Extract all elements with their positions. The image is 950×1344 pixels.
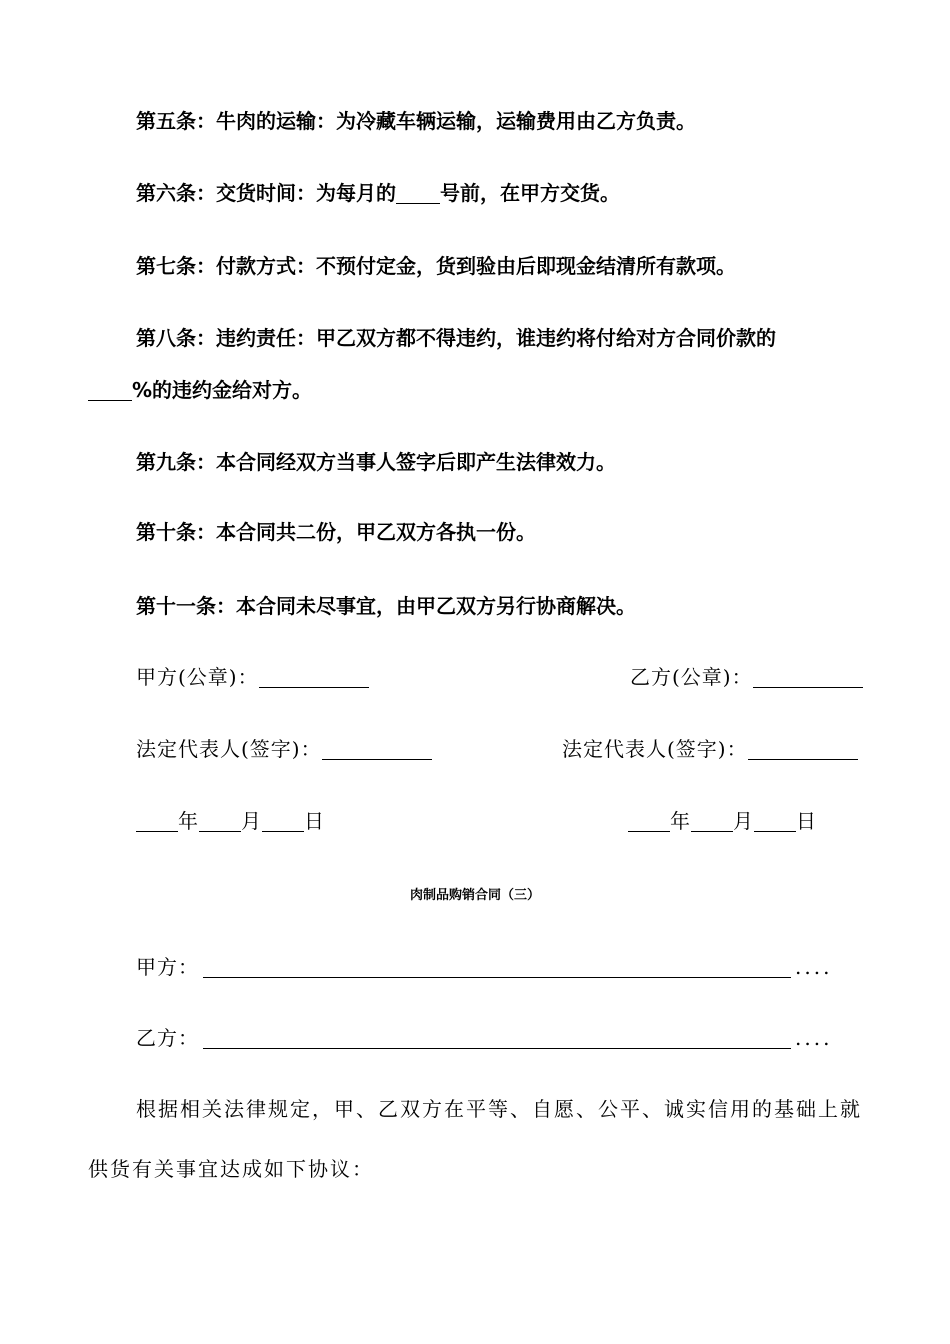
rep-a	[136, 735, 432, 763]
contract3-party-b-label: 乙方：	[136, 1026, 199, 1050]
article-6-prefix: 第六条：交货时间：为每月的	[136, 181, 396, 205]
rep-b	[562, 735, 858, 763]
contract3-party-b	[136, 1024, 832, 1052]
rep-a-label: 法定代表人(签字)：	[136, 737, 322, 761]
rep-a-field[interactable]	[322, 739, 432, 760]
date-a	[136, 807, 325, 835]
month-label: 月	[241, 809, 262, 833]
day-label: 日	[304, 809, 325, 833]
blank-day[interactable]	[396, 183, 440, 204]
contract3-party-a-label: 甲方：	[136, 955, 199, 979]
dots: ....	[795, 955, 833, 979]
contract3-intro-paragraph: 根据相关法律规定，甲、乙双方在平等、自愿、公平、诚实信用的基础上就供货有关事宜达成如下协议：	[88, 1097, 862, 1181]
article-7: 第七条：付款方式：不预付定金，货到验由后即现金结清所有款项。	[136, 254, 736, 278]
party-b-seal-field[interactable]	[753, 667, 863, 688]
article-8-line-1: 第八条：违约责任：甲乙双方都不得违约，谁违约将付给对方合同价款的	[136, 326, 776, 350]
date-b	[628, 807, 817, 835]
date-a-year-field[interactable]	[136, 811, 178, 832]
rep-b-label: 法定代表人(签字)：	[562, 737, 748, 761]
blank-percent[interactable]	[88, 380, 132, 401]
month-label: 月	[733, 809, 754, 833]
contract3-party-b-field[interactable]	[203, 1028, 791, 1049]
year-label: 年	[178, 809, 199, 833]
article-6-suffix: 号前，在甲方交货。	[440, 181, 620, 205]
section-title: 肉制品购销合同（三）	[409, 888, 540, 903]
article-11: 第十一条：本合同未尽事宜，由甲乙双方另行协商解决。	[136, 594, 636, 618]
party-a-seal	[136, 663, 369, 691]
rep-b-field[interactable]	[748, 739, 858, 760]
date-a-day-field[interactable]	[262, 811, 304, 832]
article-8-line-2	[88, 376, 312, 404]
day-label: 日	[796, 809, 817, 833]
article-5: 第五条：牛肉的运输：为冷藏车辆运输，运输费用由乙方负责。	[136, 109, 696, 133]
dots: ....	[795, 1026, 833, 1050]
date-b-year-field[interactable]	[628, 811, 670, 832]
party-a-seal-label: 甲方(公章)：	[136, 665, 259, 689]
date-a-month-field[interactable]	[199, 811, 241, 832]
party-b-seal	[630, 663, 863, 691]
party-a-seal-field[interactable]	[259, 667, 369, 688]
party-b-seal-label: 乙方(公章)：	[630, 665, 753, 689]
article-10: 第十条：本合同共二份，甲乙双方各执一份。	[136, 520, 536, 544]
contract3-party-a-field[interactable]	[203, 957, 791, 978]
article-8-suffix: %的违约金给对方。	[132, 378, 313, 402]
date-b-day-field[interactable]	[754, 811, 796, 832]
article-9: 第九条：本合同经双方当事人签字后即产生法律效力。	[136, 450, 616, 474]
contract3-party-a	[136, 953, 832, 981]
article-6	[136, 179, 620, 207]
year-label: 年	[670, 809, 691, 833]
date-b-month-field[interactable]	[691, 811, 733, 832]
